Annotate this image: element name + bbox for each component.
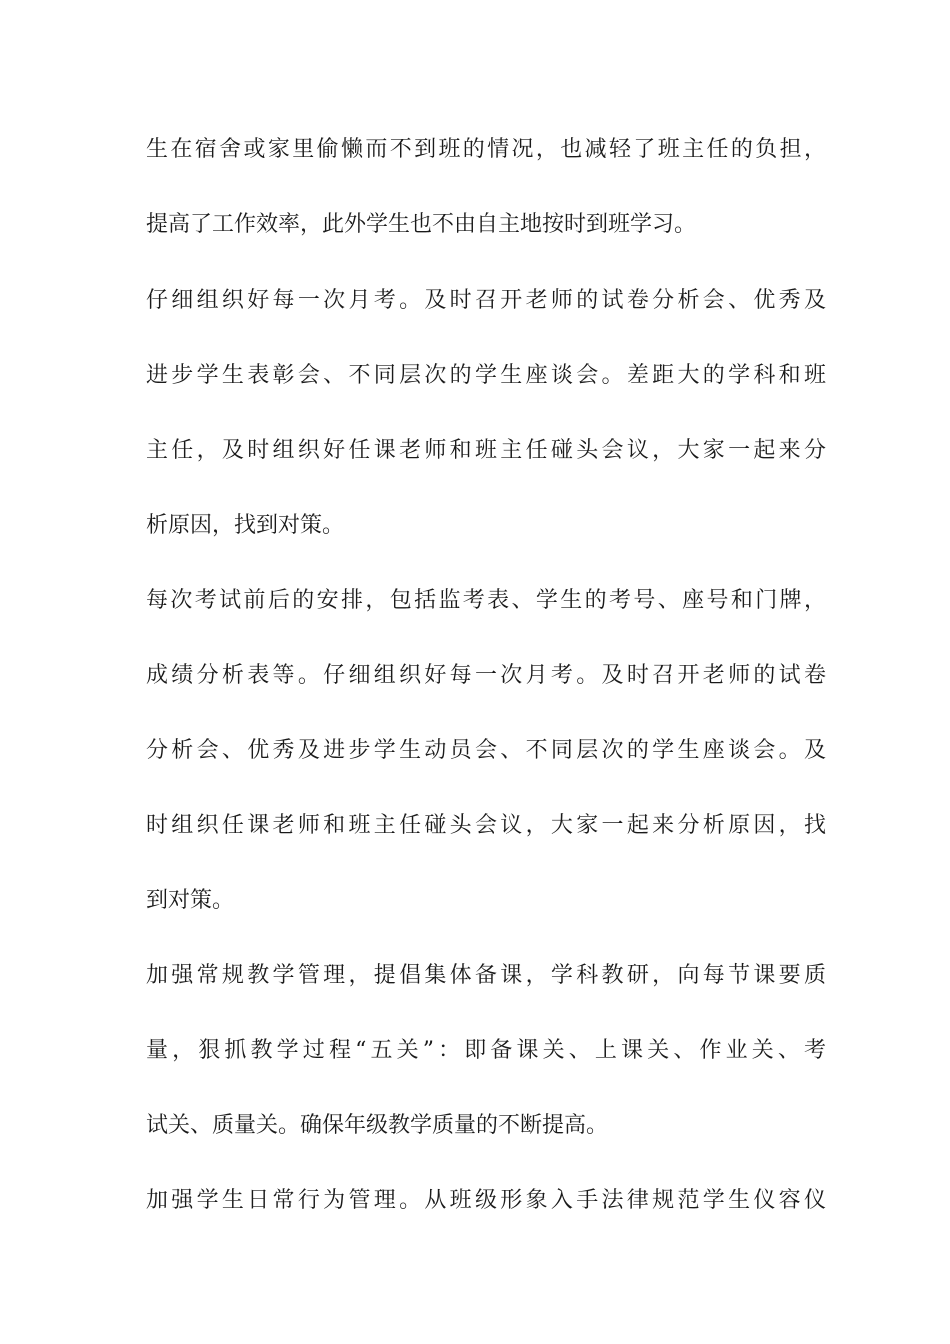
- text-line-5: 主任，及时组织好任课老师和班主任碰头会议，大家一起来分: [146, 438, 826, 463]
- text-line-6: 析原因，找到对策。: [146, 513, 345, 538]
- text-line-8: 成绩分析表等。仔细组织好每一次月考。及时召开老师的试卷: [146, 663, 826, 688]
- text-line-4: 进步学生表彰会、不同层次的学生座谈会。差距大的学科和班: [146, 363, 826, 388]
- text-line-12: 加强常规教学管理，提倡集体备课，学科教研，向每节课要质: [146, 963, 826, 988]
- text-line-2: 提高了工作效率，此外学生也不由自主地按时到班学习。: [146, 212, 697, 237]
- text-line-9: 分析会、优秀及进步学生动员会、不同层次的学生座谈会。及: [146, 738, 826, 763]
- text-line-3: 仔细组织好每一次月考。及时召开老师的试卷分析会、优秀及: [146, 288, 826, 313]
- text-line-1: 生在宿舍或家里偷懒而不到班的情况，也减轻了班主任的负担，: [146, 137, 826, 162]
- text-line-11: 到对策。: [146, 888, 235, 913]
- text-line-15: 加强学生日常行为管理。从班级形象入手法律规范学生仪容仪: [146, 1188, 826, 1213]
- text-line-7: 每次考试前后的安排，包括监考表、学生的考号、座号和门牌，: [146, 588, 826, 613]
- text-line-13: 量，狠抓教学过程“五关”：即备课关、上课关、作业关、考: [146, 1038, 826, 1063]
- text-line-14: 试关、质量关。确保年级教学质量的不断提高。: [146, 1113, 609, 1138]
- text-line-10: 时组织任课老师和班主任碰头会议，大家一起来分析原因，找: [146, 813, 826, 838]
